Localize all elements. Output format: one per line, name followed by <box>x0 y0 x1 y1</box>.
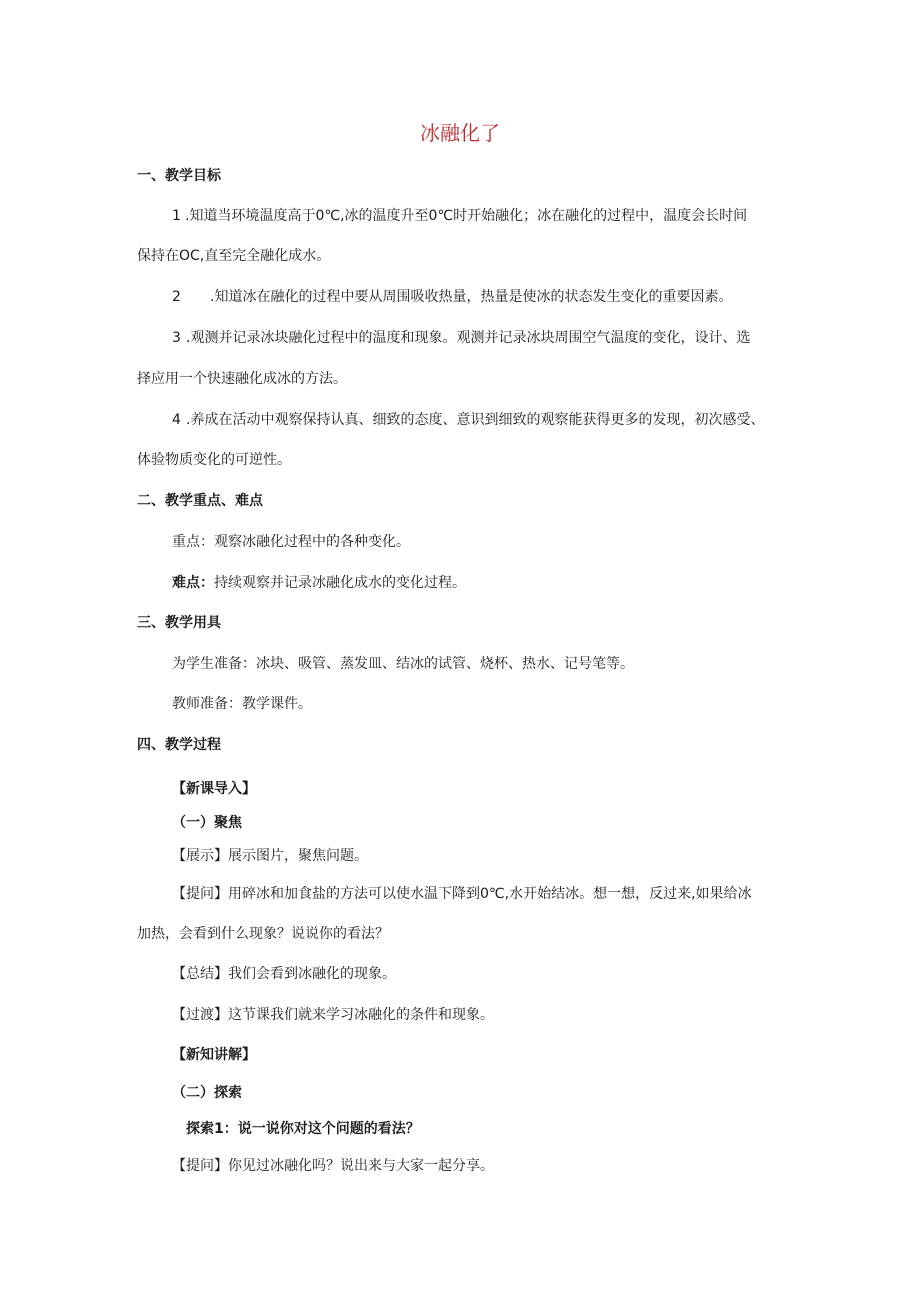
transition-line: 【过渡】这节课我们就来学习冰融化的条件和现象。 <box>172 1007 494 1023</box>
objective-4-line-1: .养成在活动中观察保持认真、细致的态度、意识到细致的观察能获得更多的发现，初次感受、 <box>186 412 765 428</box>
focus-subheading: （一）聚焦 <box>172 815 242 831</box>
objective-2-number: 2 <box>172 289 181 305</box>
explore-1-heading: 探索1：说一说你对这个问题的看法？ <box>186 1121 420 1137</box>
question-2-line: 【提问】你见过冰融化吗？说出来与大家一起分享。 <box>172 1158 494 1174</box>
explore-subheading: （二）探索 <box>172 1085 242 1101</box>
objective-1-line-2: 保持在OC,直至完全融化成水。 <box>137 248 331 264</box>
page-title: 冰融化了 <box>420 121 500 145</box>
key-point-line: 重点：观察冰融化过程中的各种变化。 <box>172 534 410 550</box>
section-heading-process: 四、教学过程 <box>137 737 221 753</box>
question-1-line-2: 加热，会看到什么现象？说说你的看法？ <box>137 926 389 942</box>
new-knowledge-label: 【新知讲解】 <box>172 1047 256 1063</box>
student-materials: 为学生准备：冰块、吸管、蒸发皿、结冰的试管、烧杯、热水、记号笔等。 <box>172 656 634 672</box>
objective-1-line-1: .知道当环境温度高于0℃,冰的温度升至0℃时开始融化；冰在融化的过程中，温度会长时间 <box>185 208 748 224</box>
objective-4-number: 4 <box>172 412 181 428</box>
question-1-line-1: 【提问】用碎冰和加食盐的方法可以使水温下降到0℃,水开始结冰。想一想，反过来,如果给冰 <box>172 886 752 902</box>
section-heading-key-points: 二、教学重点、难点 <box>137 493 263 509</box>
objective-3-line-2: 择应用一个快速融化成冰的方法。 <box>137 371 347 387</box>
show-line: 【展示】展示图片，聚焦问题。 <box>172 848 368 864</box>
objective-1-number: 1 <box>172 208 181 224</box>
new-lesson-intro-label: 【新课导入】 <box>172 781 256 797</box>
section-heading-materials: 三、教学用具 <box>137 615 221 631</box>
difficulty-text: 持续观察并记录冰融化成水的变化过程。 <box>214 575 466 591</box>
section-heading-objectives: 一、教学目标 <box>137 168 221 184</box>
objective-4-line-2: 体验物质变化的可逆性。 <box>137 452 291 468</box>
difficulty-label: 难点： <box>172 575 214 591</box>
difficulty-line <box>172 573 466 593</box>
summary-line: 【总结】我们会看到冰融化的现象。 <box>172 966 396 982</box>
teacher-materials: 教师准备：教学课件。 <box>172 696 312 712</box>
objective-2-line: .知道冰在融化的过程中要从周围吸收热量，热量是使冰的状态发生变化的重要因素。 <box>210 289 733 305</box>
objective-3-line-1: .观测并记录冰块融化过程中的温度和现象。观测并记录冰块周围空气温度的变化，设计、选 <box>186 330 751 346</box>
objective-3-number: 3 <box>172 330 181 346</box>
